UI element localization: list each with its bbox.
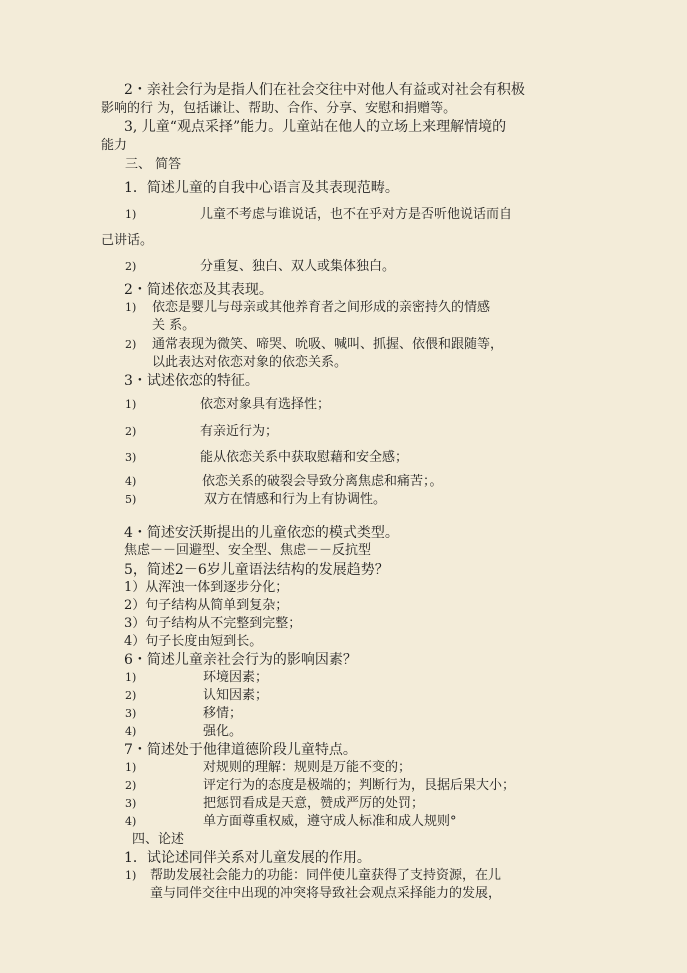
answer-text-cont: 童与同伴交往中出现的冲突将导致社会观点采择能力的发展， <box>150 886 502 901</box>
definition-perspective-taking: 3, 儿童“观点采择”能力。儿童站在他人的立场上来理解情境的 <box>124 119 507 135</box>
item-number: 5) <box>125 493 137 506</box>
answer-text: 双方在情感和行为上有协调性。 <box>204 492 387 507</box>
question-2-attachment: 2・简述依恋及其表现。 <box>124 282 273 298</box>
answer-text: 把惩罚看成是天意，赞成严厉的处罚； <box>203 796 425 811</box>
question-4-attachment-types: 4・简述安沃斯提出的儿童依恋的模式类型。 <box>124 525 399 541</box>
answer-text: 单方面尊重权威，遵守成人标准和成人规则° <box>203 814 457 829</box>
question-7-heteronomous-morality: 7・简述处于他律道德阶段儿童特点。 <box>124 742 357 758</box>
question-1-egocentric-speech: 1．简述儿童的自我中心语言及其表现范畴。 <box>124 180 399 196</box>
item-number: 1) <box>125 761 137 774</box>
answer-text-cont: 以此表达对依恋对象的依恋关系。 <box>152 355 348 370</box>
answer-text: 有亲近行为； <box>200 424 279 439</box>
answer-text: 对规则的理解：规则是万能不变的； <box>203 760 412 775</box>
section-heading-short-answer: 三、 简答 <box>125 157 182 172</box>
item-number: 4) <box>125 815 137 828</box>
answer-text: 4）句子长度由短到长。 <box>124 634 263 649</box>
answer-text: 依恋关系的破裂会导致分离焦虑和痛苦；。 <box>202 474 443 489</box>
definition-prosocial-behavior-cont: 影响的行 为，包括谦让、帮助、合作、分享、安慰和捐赠等。 <box>101 101 457 116</box>
answer-text: 1）从浑浊一体到逐步分化； <box>124 580 289 595</box>
answer-text: 能从依恋关系中获取慰藉和安全感； <box>200 450 409 465</box>
item-number: 3) <box>125 797 137 810</box>
answer-text: 认知因素； <box>203 688 269 703</box>
item-number: 2) <box>125 260 137 273</box>
item-number: 2) <box>125 689 137 702</box>
answer-text: 儿童不考虑与谁说话，也不在乎对方是否听他说话而自 <box>200 207 513 222</box>
item-number: 3) <box>125 707 137 720</box>
question-3-attachment-features: 3・试述依恋的特征。 <box>124 373 259 389</box>
item-number: 2) <box>125 425 137 438</box>
answer-text-cont: 关 系。 <box>152 318 196 333</box>
item-number: 1) <box>125 398 137 411</box>
definition-perspective-taking-cont: 能力 <box>101 138 128 153</box>
section-heading-essay: 四、论述 <box>132 832 185 847</box>
answer-text: 评定行为的态度是极端的；判断行为，艮据后果大小； <box>203 778 516 793</box>
item-number: 1) <box>125 301 137 314</box>
item-number: 2) <box>125 338 137 351</box>
answer-text: 焦虑－－回避型、安全型、焦虑－－反抗型 <box>124 543 372 558</box>
answer-text: 分重复、独白、双人或集体独白。 <box>200 259 396 274</box>
definition-prosocial-behavior: 2・亲社会行为是指人们在社会交往中对他人有益或对社会有积极 <box>124 82 525 98</box>
answer-text: 帮助发展社会能力的功能：同伴使儿童获得了支持资源，在儿 <box>150 868 502 883</box>
answer-text: 依恋是婴儿与母亲或其他养育者之间形成的亲密持久的情感 <box>152 300 491 315</box>
question-5-grammar-development: 5，简述2－6岁儿童语法结构的发展趋势？ <box>124 562 389 578</box>
answer-text: 移情； <box>203 706 243 721</box>
answer-text: 2）句子结构从简单到复杂； <box>124 598 289 613</box>
answer-text: 强化。 <box>203 724 243 739</box>
item-number: 3) <box>125 451 137 464</box>
question-1-peer-relationships: 1．试论述同伴关系对儿童发展的作用。 <box>124 850 371 866</box>
answer-text: 环境因素； <box>203 670 269 685</box>
answer-text: 3）句子结构从不完整到完整； <box>124 616 302 631</box>
item-number: 4) <box>125 475 137 488</box>
item-number: 2) <box>125 779 137 792</box>
answer-text: 通常表现为微笑、啼哭、吮吸、喊叫、抓握、依偎和跟随等， <box>152 337 504 352</box>
answer-text-cont: 己讲话。 <box>101 233 154 248</box>
question-6-prosocial-factors: 6・简述儿童亲社会行为的影响因素？ <box>124 652 357 668</box>
answer-text: 依恋对象具有选择性； <box>200 397 331 412</box>
item-number: 1) <box>125 869 137 882</box>
item-number: 4) <box>125 725 137 738</box>
item-number: 1) <box>125 208 137 221</box>
item-number: 1) <box>125 671 137 684</box>
